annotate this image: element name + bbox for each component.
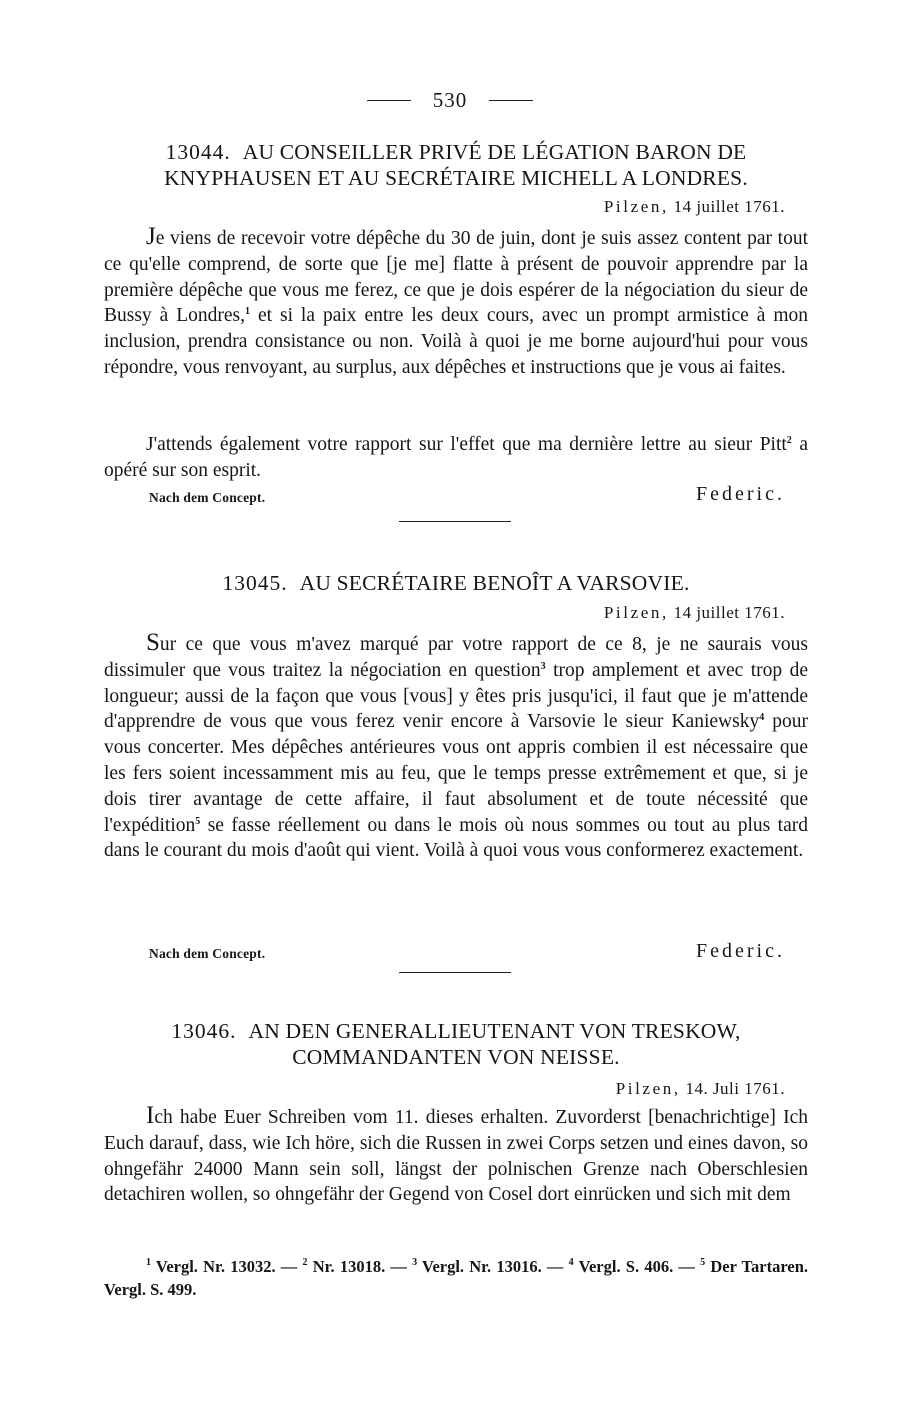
footnote-text: Nr. 13018. — <box>307 1257 413 1276</box>
letter-paragraph <box>104 1102 808 1208</box>
footnote-mark: 4 <box>568 1257 574 1268</box>
paragraph-text: a opéré sur son esprit. <box>104 434 808 481</box>
footnote-text: Vergl. S. 406. — <box>573 1257 701 1276</box>
dateline <box>604 197 785 217</box>
date: 14 juillet 1761. <box>673 603 785 622</box>
place: Pilzen, <box>603 197 669 216</box>
date: 14. Juli 1761. <box>685 1079 785 1098</box>
letter-title-line <box>104 1018 808 1044</box>
page-number: 530 <box>432 88 468 112</box>
section-rule <box>399 972 511 973</box>
footnote-ref: 3 <box>540 660 546 672</box>
footnotes <box>104 1255 808 1301</box>
paragraph-text: se fasse réellement ou dans le mois où nous sommes ou tout au plus tard dans le courant du mois d'août qui vient. Voilà à quoi vous vous conformerez exactement. <box>104 814 808 862</box>
dateline <box>604 603 785 623</box>
footnote-text: Vergl. Nr. 13032. — <box>151 1257 303 1276</box>
letter-title-line <box>104 570 808 596</box>
letter-title-13046 <box>104 1018 808 1070</box>
letter-number: 13044. <box>165 140 231 164</box>
letter-title-line: COMMANDANTEN VON NEISSE. <box>292 1045 620 1069</box>
letter-address: AU CONSEILLER PRIVÉ DE LÉGATION BARON DE <box>242 140 747 164</box>
footnote-text: Vergl. Nr. 13016. — <box>417 1257 569 1276</box>
paragraph-text: e viens de recevoir votre dépêche du 30 de juin, dont je suis assez content par tout ce qu'elle comprend, de sorte que [je me] flatte à présent de pouvoir apprendre par la première dépêche que vous me ferez, ce que je dois espérer de la négociation du sieur de Bussy à Londres, <box>104 228 808 327</box>
paragraph-initial: I <box>146 1102 155 1129</box>
paragraph-text: pour vous concerter. Mes dépêches antérieures vous ont appris combien il est nécessaire que les fers soient incessamment mis au feu, que le temps presse extrêmement et que, si je dois tirer avantage de cette affaire, il faut absolument et de toute nécessité que l'expédition <box>104 711 808 836</box>
footnote-mark: 1 <box>146 1257 151 1268</box>
paragraph-text: trop amplement et avec trop de longueur; aussi de la façon que vous [vous] y êtes pris jusqu'ici, il faut que je m'attende d'apprendre de vous que vous ferez venir encore à Varsovie le sieur Kaniewsky <box>104 659 808 733</box>
paragraph-initial: J <box>146 223 156 250</box>
signature: Federic. <box>696 940 785 962</box>
footnote-mark: 3 <box>412 1257 418 1268</box>
paragraph-text: J'attends également votre rapport sur l'effet que ma dernière lettre au sieur Pitt <box>146 434 787 455</box>
letter-title-line <box>104 139 808 165</box>
paragraph-text: et si la paix entre les deux cours, avec un prompt armistice à mon inclusion, prendra consistance ou non. Voilà à quoi je me borne aujourd'hui pour vous répondre, vous renvoyant, au surplus, aux dépêches et instructions que je vous ai faites. <box>104 305 808 378</box>
date: 14 juillet 1761. <box>673 197 785 216</box>
footnote-text: Der Tartaren. Vergl. S. 499. <box>104 1257 809 1299</box>
letter-number: 13046. <box>171 1019 237 1043</box>
header-rule-right <box>489 100 533 101</box>
footnote-ref: 5 <box>195 815 201 827</box>
place: Pilzen, <box>615 1079 681 1098</box>
page-header <box>0 88 900 113</box>
paragraph-text: ch habe Euer Schreiben vom 11. dieses erhalten. Zuvorderst [benachrichtige] Ich Euch darauf, dass, wie Ich höre, sich die Russen in zwei Corps setzen und eines davon, so ohngefähr 24000 Mann sein soll, längst der polnischen Grenze nach Oberschlesien detachiren wollen, so ohngefähr der Gegend von Cosel dort einrücken und sich mit dem <box>104 1107 808 1206</box>
place: Pilzen, <box>603 603 669 622</box>
footnote-mark: 2 <box>302 1257 308 1268</box>
source-note: Nach dem Concept. <box>149 490 266 505</box>
letter-paragraph <box>104 223 808 381</box>
letter-number: 13045. <box>222 571 288 595</box>
footnote-mark: 5 <box>700 1257 706 1268</box>
section-rule <box>399 521 511 522</box>
letter-paragraph <box>104 629 808 864</box>
letter-title-line: KNYPHAUSEN ET AU SECRÉTAIRE MICHELL A LONDRES. <box>164 166 748 190</box>
header-rule-left <box>367 100 411 101</box>
signature: Federic. <box>696 483 785 505</box>
footnote-ref: 1 <box>245 306 251 318</box>
footnote-ref: 2 <box>786 435 792 446</box>
paragraph-text: ur ce que vous m'avez marqué par votre rapport de ce 8, je ne saurais vous dissimuler que vous traitez la négociation en question <box>104 634 808 681</box>
source-note: Nach dem Concept. <box>149 946 266 961</box>
dateline <box>616 1079 785 1099</box>
letter-address: AU SECRÉTAIRE BENOÎT A VARSOVIE. <box>299 571 690 595</box>
letter-address: AN DEN GENERALLIEUTENANT VON TRESKOW, <box>248 1019 741 1043</box>
letter-paragraph <box>104 432 808 484</box>
paragraph-initial: S <box>146 629 160 656</box>
letter-title-13045 <box>104 570 808 596</box>
letter-title-13044 <box>104 139 808 191</box>
footnote-ref: 4 <box>759 712 765 724</box>
